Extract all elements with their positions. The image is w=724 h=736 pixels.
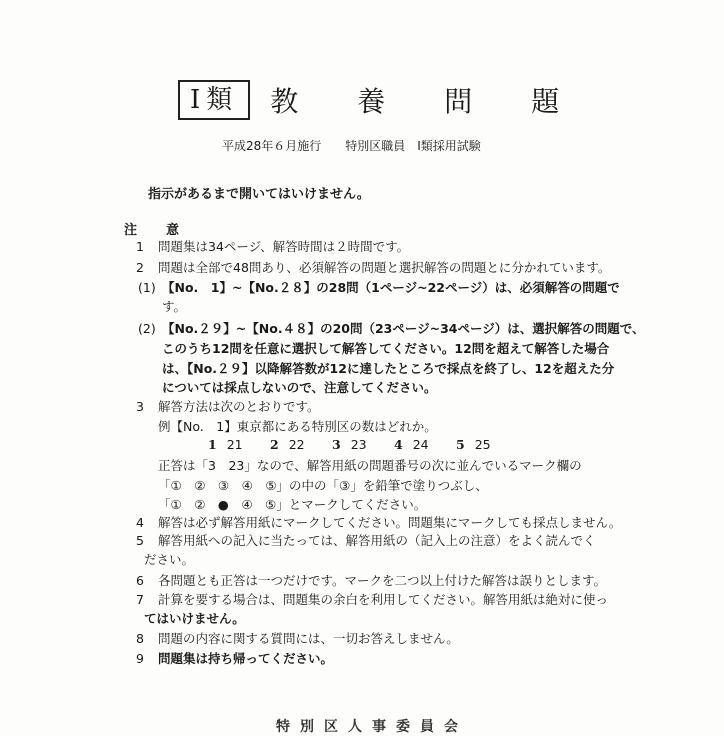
choice: 2 22 (270, 437, 305, 452)
title-char: 問 (444, 85, 473, 118)
category-box: Ⅰ類 (178, 80, 250, 120)
note-text: す。 (162, 299, 187, 314)
subnote-number: (1) (138, 280, 156, 295)
note-number: 6 (136, 573, 144, 588)
note-number: 7 (136, 592, 144, 607)
example-choices (208, 437, 518, 452)
footer-issuer: 特別区人事委員会 (276, 719, 468, 735)
example-question: 例【No. 1】東京都にある特別区の数はどれか。 (158, 419, 437, 434)
choice: 5 25 (456, 437, 491, 452)
note-text: 正答は「3 23」なので、解答用紙の問題番号の次に並んでいるマーク欄の (158, 458, 582, 473)
note-text: ださい。 (144, 552, 195, 567)
note-text: 「① ② ③ ④ ⑤」の中の「③」を鉛筆で塗りつぶし、 (158, 478, 488, 493)
note-number: 4 (136, 515, 144, 530)
note-number: 2 (136, 260, 144, 275)
note-number: 5 (136, 533, 144, 548)
note-text: 各問題とも正答は一つだけです。マークを二つ以上付けた解答は誤りとします。 (158, 573, 607, 588)
title-text (270, 80, 618, 120)
note-text: 「① ② ● ④ ⑤」とマークしてください。 (158, 497, 427, 512)
choice: 3 23 (332, 437, 367, 452)
note-text: 解答用紙への記入に当たっては、解答用紙の（記入上の注意）をよく読んでく (158, 533, 596, 548)
note-number: 9 (136, 651, 144, 666)
note-number: 3 (136, 399, 144, 414)
note-text: は、【No.２９】以降解答数が12に達したところで採点を終了し、12を超えた分 (162, 361, 615, 376)
note-text: 問題集は持ち帰ってください。 (158, 651, 334, 666)
warning-text: 指示があるまで開いてはいけません。 (148, 187, 370, 202)
note-text: 【No.２９】~【No.４８】の20問（23ページ~34ページ）は、選択解答の問題で、 (162, 321, 645, 336)
note-number: 1 (136, 239, 144, 254)
page-title (178, 80, 618, 120)
notes-heading: 注 意 (124, 223, 188, 238)
note-text: 解答方法は次のとおりです。 (158, 399, 320, 414)
subtitle: 平成28年６月施行 特別区職員 Ⅰ類採用試験 (222, 139, 481, 153)
note-number: 8 (136, 631, 144, 646)
note-text: については採点しないので、注意してください。 (162, 380, 437, 395)
note-text: 解答は必ず解答用紙にマークしてください。問題集にマークしても採点しません。 (158, 515, 622, 530)
subnote-number: (2) (138, 321, 156, 336)
title-char: 養 (357, 85, 386, 118)
title-char: 教 (270, 85, 299, 118)
note-text: 問題は全部で48問あり、必須解答の問題と選択解答の問題とに分かれています。 (158, 260, 611, 275)
title-char: 題 (531, 85, 560, 118)
note-text: 問題集は34ページ、解答時間は２時間です。 (158, 239, 410, 254)
note-text: このうち12問を任意に選択して解答してください。12問を超えて解答した場合 (162, 341, 610, 356)
note-text: 【No. 1】~【No.２８】の28問（1ページ~22ページ）は、必須解答の問題で (162, 280, 620, 295)
choice: 4 24 (394, 437, 429, 452)
note-text: 計算を要する場合は、問題集の余白を利用してください。解答用紙は絶対に使っ (158, 592, 609, 607)
choice: 1 21 (208, 437, 243, 452)
note-text: てはいけません。 (144, 611, 245, 626)
note-text: 問題の内容に関する質問には、一切お答えしません。 (158, 631, 459, 646)
